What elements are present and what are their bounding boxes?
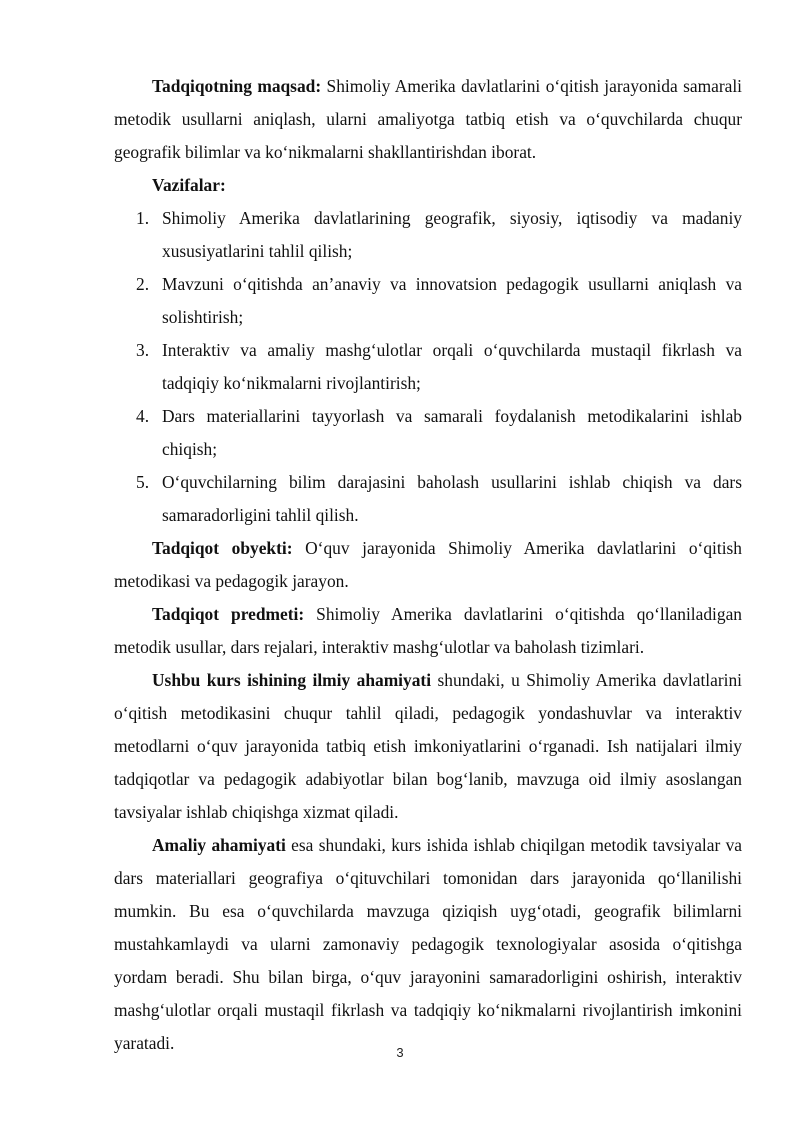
vazifalar-heading: Vazifalar: bbox=[152, 175, 226, 195]
maqsad-paragraph bbox=[114, 70, 742, 169]
list-item-number: 5. bbox=[136, 472, 150, 492]
list-item-number: 2. bbox=[136, 274, 150, 294]
list-item bbox=[114, 334, 742, 400]
list-item bbox=[114, 268, 742, 334]
list-item-number: 1. bbox=[136, 208, 150, 228]
obyekt-paragraph bbox=[114, 532, 742, 598]
list-item-number: 4. bbox=[136, 406, 150, 426]
predmet-paragraph bbox=[114, 598, 742, 664]
amaliy-ahamiyat-label: Amaliy ahamiyati bbox=[152, 835, 286, 855]
list-item-text: O‘quvchilarning bilim darajasini baholash usullarini ishlab chiqish va dars samaradorligini tahlil qilish. bbox=[162, 472, 742, 525]
list-item-text: Shimoliy Amerika davlatlarining geografik, siyosiy, iqtisodiy va madaniy xususiyatlarini tahlil qilish; bbox=[162, 208, 742, 261]
maqsad-text: Shimoliy Amerika davlatlarini o‘qitish jarayonida samarali metodik usullarni aniqlash, ularni amaliyotga tatbiq etish va o‘quvchilarda chuqur geografik bilimlar va ko‘nikmalarni shakllantirishdan iborat. bbox=[114, 76, 742, 162]
list-item-text: Mavzuni o‘qitishda an’anaviy va innovatsion pedagogik usullarni aniqlash va solishtirish; bbox=[162, 274, 742, 327]
list-item bbox=[114, 202, 742, 268]
obyekt-text: O‘quv jarayonida Shimoliy Amerika davlatlarini o‘qitish metodikasi va pedagogik jarayon. bbox=[114, 538, 742, 591]
list-item-text: Interaktiv va amaliy mashg‘ulotlar orqali o‘quvchilarda mustaqil fikrlash va tadqiqiy ko‘nikmalarni rivojlantirish; bbox=[162, 340, 742, 393]
amaliy-ahamiyat-paragraph bbox=[114, 829, 742, 1060]
predmet-text: Shimoliy Amerika davlatlarini o‘qitishda qo‘llaniladigan metodik usullar, dars rejalari, interaktiv mashg‘ulotlar va baholash tizimlari. bbox=[114, 604, 742, 657]
maqsad-label: Tadqiqotning maqsad: bbox=[152, 76, 322, 96]
ilmiy-ahamiyat-label: Ushbu kurs ishining ilmiy ahamiyati bbox=[152, 670, 432, 690]
page-number: 3 bbox=[396, 1045, 404, 1060]
obyekt-label: Tadqiqot obyekti: bbox=[152, 538, 293, 558]
list-item bbox=[114, 466, 742, 532]
document-page bbox=[114, 70, 742, 1060]
list-item bbox=[114, 400, 742, 466]
vazifalar-list bbox=[114, 202, 742, 532]
ilmiy-ahamiyat-text: shundaki, u Shimoliy Amerika davlatlarini o‘qitish metodikasini chuqur tahlil qiladi, pedagogik yondashuvlar va interaktiv metodlarni o‘quv jarayonida tatbiq etish imkoniyatlarini o‘rganadi. Ish natijalari ilmiy tadqiqotlar va pedagogik adabiyotlar bilan bog‘lanib, mavzuga oid ilmiy asoslangan tavsiyalar ishlab chiqishga xizmat qiladi. bbox=[114, 670, 743, 822]
list-item-text: Dars materiallarini tayyorlash va samarali foydalanish metodikalarini ishlab chiqish; bbox=[162, 406, 742, 459]
amaliy-ahamiyat-text: esa shundaki, kurs ishida ishlab chiqilgan metodik tavsiyalar va dars materiallari geografiya o‘qituvchilari tomonidan dars jarayonida qo‘llanilishi mumkin. Bu esa o‘quvchilarda mavzuga qiziqish uyg‘otadi, geografik bilimlarni mustahkamlaydi va ularni zamonaviy pedagogik texnologiyalar asosida o‘qitishga yordam beradi. Shu bilan birga, o‘quv jarayonini samaradorligini oshirish, interaktiv mashg‘ulotlar orqali mustaqil fikrlash va tadqiqiy ko‘nikmalarni rivojlantirish imkonini yaratadi. bbox=[114, 835, 743, 1053]
ilmiy-ahamiyat-paragraph bbox=[114, 664, 742, 829]
predmet-label: Tadqiqot predmeti: bbox=[152, 604, 305, 624]
list-item-number: 3. bbox=[136, 340, 150, 360]
